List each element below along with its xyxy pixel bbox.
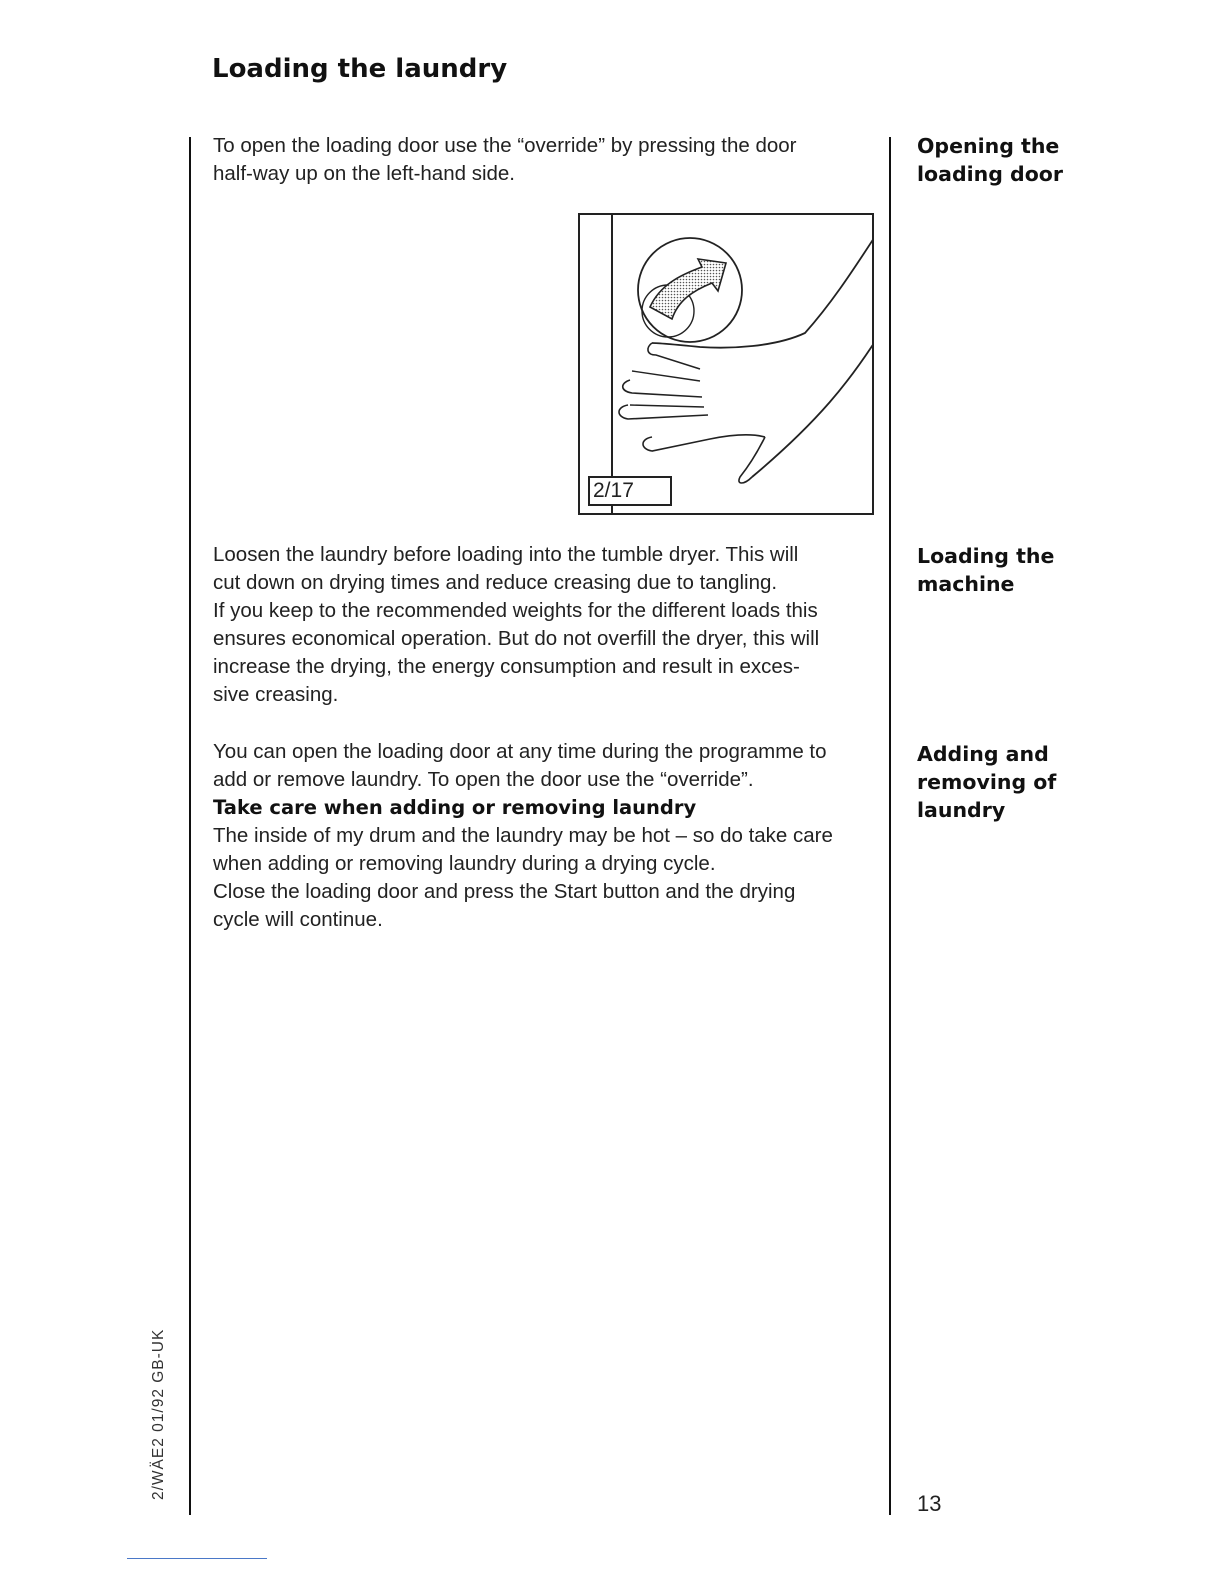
door-override-illustration bbox=[578, 213, 874, 515]
document-code: 2/WÄE2 01/92 GB-UK bbox=[150, 1328, 167, 1500]
loading-machine-heading: Loading the machine bbox=[917, 544, 1055, 596]
adding-removing-paragraph: You can open the loading door at any time during the programme to add or remove laundry. To open the door use the “override”. Take care when adding or removing laundry The inside of my drum and the laundry may be hot – so do take care when adding or removing laundry during a drying cycle. Close the loading door and press the Start button and the drying cycle will continue. bbox=[213, 738, 877, 934]
opening-door-paragraph: To open the loading door use the “override” by pressing the door half-way up on the left-hand side. bbox=[213, 134, 797, 185]
figure-label: 2/17 bbox=[588, 476, 672, 506]
page-number: 13 bbox=[917, 1491, 942, 1516]
footer-underline bbox=[127, 1558, 267, 1559]
adding-removing-heading: Adding and removing of laundry bbox=[917, 742, 1057, 822]
left-divider bbox=[189, 137, 191, 1515]
opening-door-heading: Opening the loading door bbox=[917, 134, 1064, 186]
right-divider bbox=[889, 137, 891, 1515]
loading-machine-paragraph: Loosen the laundry before loading into the tumble dryer. This will cut down on drying times and reduce creasing due to tangling. If you keep to the recommended weights for the different loads this ensures economical operation. But do not overfill the dryer, this will increase the drying, the energy consumption and result in exces- sive creasing. bbox=[213, 543, 820, 706]
hand-pressing-door-drawing bbox=[580, 215, 874, 515]
caution-heading: Take care when adding or removing laundry bbox=[213, 796, 697, 819]
page-title: Loading the laundry bbox=[212, 54, 508, 84]
